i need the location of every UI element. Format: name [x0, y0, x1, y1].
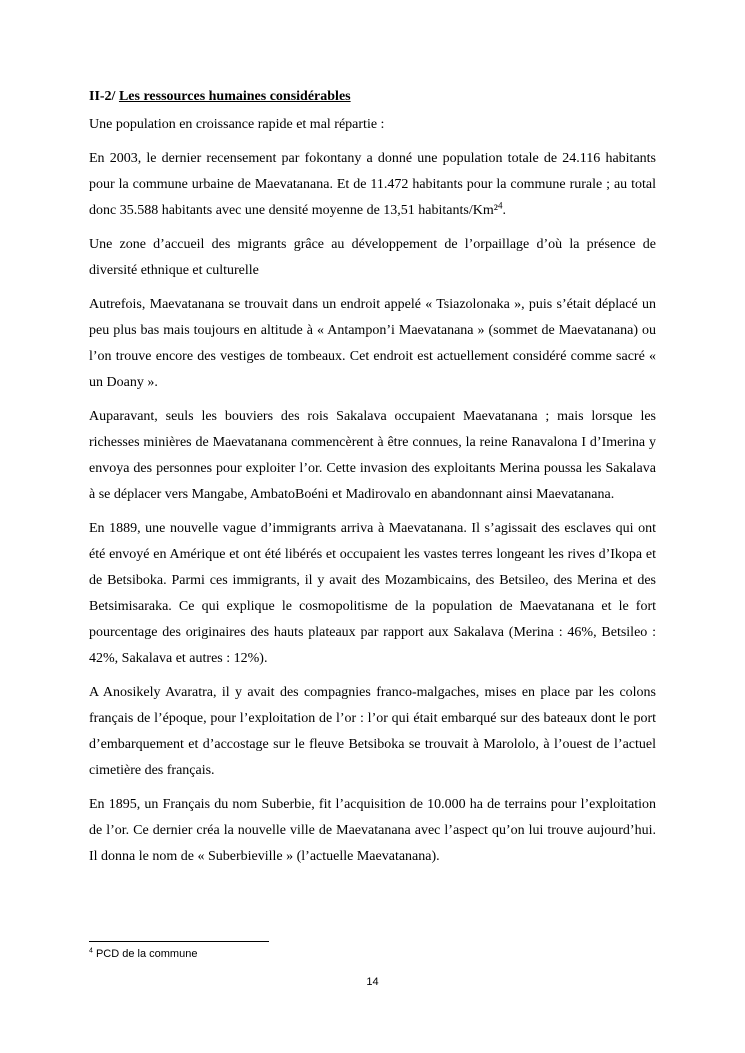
- page-body: [89, 84, 656, 878]
- section-title: Les ressources humaines considérables: [118, 89, 351, 104]
- footnote-divider: [89, 941, 269, 942]
- paragraph-population-end: .: [502, 203, 506, 218]
- paragraph-population-text: En 2003, le dernier recensement par fokontany a donné une population totale de 24.116 habitants pour la commune urbaine de Maevatanana. Et de 11.472 habitants pour la commune rurale ; au total donc 35.588 habitants avec une densité moyenne de 13,51 habitants/Km²: [89, 151, 656, 218]
- section-heading: [89, 84, 656, 110]
- paragraph-1889: En 1889, une nouvelle vague d’immigrants arriva à Maevatanana. Il s’agissait des esclaves qui ont été envoyé en Amérique et ont été libérés et occupaient les vastes terres longeant les rives d’Ikopa et de Betsiboka. Parmi ces immigrants, il y avait des Mozambicains, des Betsileo, des Merina et des Betsimisaraka. Ce qui explique le cosmopolitisme de la population de Maevatanana et le fort pourcentage des originaires des hauts plateaux par rapport aux Sakalava (Merina : 46%, Betsileo : 42%, Sakalava et autres : 12%).: [89, 521, 656, 666]
- paragraph-migrants: Une zone d’accueil des migrants grâce au développement de l’orpaillage d’où la présence de diversité ethnique et culturelle: [89, 237, 656, 278]
- paragraph-population: [89, 146, 656, 224]
- footnote-text: PCD de la commune: [92, 948, 198, 960]
- paragraph-auparavant: Auparavant, seuls les bouviers des rois Sakalava occupaient Maevatanana ; mais lorsque les richesses minières de Maevatanana commencèrent à être connues, la reine Ranavalona I d’Imerina y envoya des personnes pour exploiter l’or. Cette invasion des exploitants Merina poussa les Sakalava à se déplacer vers Mangabe, AmbatoBoéni et Madirovalo en abandonnant ainsi Maevatanana.: [89, 409, 656, 502]
- intro-line: Une population en croissance rapide et mal répartie :: [89, 117, 385, 132]
- paragraph-1895: En 1895, un Français du nom Suberbie, fit l’acquisition de 10.000 ha de terrains pour l’exploitation de l’or. Ce dernier créa la nouvelle ville de Maevatanana avec l’aspect qu’on lui trouve aujourd’hui. Il donna le nom de « Suberbieville » (l’actuelle Maevatanana).: [89, 797, 656, 864]
- page-number: 14: [366, 976, 379, 988]
- footnote: [89, 947, 197, 961]
- footnote-reference[interactable]: 4: [497, 200, 503, 211]
- footnote-marker: 4: [89, 947, 93, 955]
- paragraph-autrefois: Autrefois, Maevatanana se trouvait dans un endroit appelé « Tsiazolonaka », puis s’était déplacé un peu plus bas mais toujours en altitude à « Antampon’i Maevatanana » (sommet de Maevatanana) ou l’on trouve encore des vestiges de tombeaux. Cet endroit est actuellement considéré comme sacré « un Doany ».: [89, 297, 656, 390]
- section-number: II-2/: [89, 89, 116, 104]
- paragraph-anosikely: A Anosikely Avaratra, il y avait des compagnies franco-malgaches, mises en place par les colons français de l’époque, pour l’exploitation de l’or : l’or qui était embarqué sur des bateaux dont le port d’embarquement et d’accostage sur le fleuve Betsiboka se trouvait à Marololo, à l’ouest de l’actuel cimetière des français.: [89, 685, 656, 778]
